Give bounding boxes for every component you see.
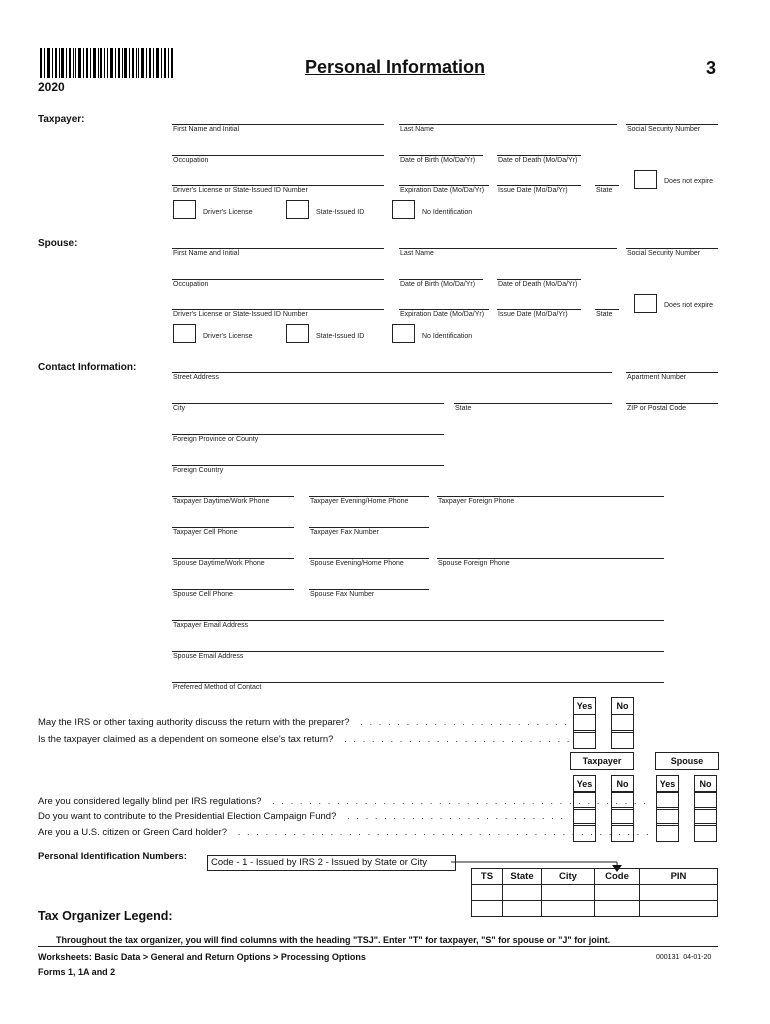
tp-cell-field[interactable] [172, 527, 294, 528]
pin-row [472, 885, 718, 901]
zip-field[interactable] [626, 403, 718, 404]
sp-no-id-checkbox[interactable] [392, 324, 415, 343]
tp-last-name-label: Last Name [400, 126, 434, 133]
sp-occupation-field[interactable] [172, 279, 384, 280]
pin-col-code: Code [595, 869, 640, 885]
tp-dod-label: Date of Death (Mo/Da/Yr) [498, 157, 578, 164]
taxpayer-column-header: Taxpayer [570, 752, 634, 770]
q-citizen [38, 827, 660, 838]
leader-dots: . . . . . . . . . . . . . . . . . . . . . . . . . . . . . . . . . . . . . . . . . . . . . . [237, 827, 660, 838]
tp-dob-field[interactable] [399, 155, 483, 156]
tp-fax-field[interactable] [309, 527, 429, 528]
sp-state-id-checkbox[interactable] [286, 324, 309, 343]
pin-col-pin: PIN [640, 869, 718, 885]
tp-state-label: State [596, 187, 613, 194]
pin-table [471, 868, 718, 917]
sp-issue-date-label: Issue Date (Mo/Da/Yr) [498, 311, 568, 318]
foreign-country-field[interactable] [172, 465, 444, 466]
q-blind [38, 796, 648, 807]
sp-issue-date-field[interactable] [497, 309, 581, 310]
tp-no-id-option-label: No Identification [422, 209, 473, 216]
pin-city-cell[interactable] [542, 885, 595, 901]
sp-dod-label: Date of Death (Mo/Da/Yr) [498, 281, 578, 288]
tp-cell-label: Taxpayer Cell Phone [173, 529, 238, 536]
sp-email-field[interactable] [172, 651, 664, 652]
sp-dl-number-label: Driver's License or State-Issued ID Number [173, 311, 308, 318]
page-title: Personal Information [305, 57, 486, 77]
citizen-tp-yes-box[interactable] [573, 823, 596, 842]
sp-eve-phone-label: Spouse Evening/Home Phone [310, 560, 404, 567]
tp-eve-phone-label: Taxpayer Evening/Home Phone [310, 498, 409, 505]
tp-expiration-label: Expiration Date (Mo/Da/Yr) [400, 187, 485, 194]
pin-value-cell[interactable] [640, 885, 718, 901]
spouse-section-label: Spouse: [38, 238, 78, 249]
sp-eve-phone-field[interactable] [309, 558, 429, 559]
tp-dl-option-label: Driver's License [203, 209, 253, 216]
sp-first-name-label: First Name and Initial [173, 250, 240, 257]
state-field[interactable] [454, 403, 612, 404]
sp-email-label: Spouse Email Address [173, 653, 244, 660]
tp-fax-label: Taxpayer Fax Number [310, 529, 379, 536]
sp-dob-label: Date of Birth (Mo/Da/Yr) [400, 281, 476, 288]
tp-state-id-checkbox[interactable] [286, 200, 309, 219]
sp-expiration-field[interactable] [399, 309, 489, 310]
sp-last-name-label: Last Name [400, 250, 434, 257]
tp-expiration-field[interactable] [399, 185, 489, 186]
pin-state-cell[interactable] [503, 885, 542, 901]
legend-title: Tax Organizer Legend: [38, 909, 173, 923]
legend-text: Throughout the tax organizer, you will find columns with the heading "TSJ". Enter "T" for taxpayer, "S" for spouse or "J" for joint. [56, 935, 611, 945]
tp-ssn-field[interactable] [626, 124, 718, 125]
q-dependent-text: Is the taxpayer claimed as a dependent on someone else's tax return? [38, 734, 334, 745]
q-dependent [38, 734, 571, 745]
pin-ts-cell[interactable] [472, 885, 503, 901]
footer-worksheets: Worksheets: Basic Data > General and Return Options > Processing Options [38, 952, 366, 962]
contact-section-label: Contact Information: [38, 362, 137, 373]
pin-code-cell[interactable] [595, 901, 640, 917]
pin-ts-cell[interactable] [472, 901, 503, 917]
citizen-sp-no-box[interactable] [694, 823, 717, 842]
citizen-sp-yes-box[interactable] [656, 823, 679, 842]
pin-header-row [472, 869, 718, 885]
tp-dl-checkbox[interactable] [173, 200, 196, 219]
tp-dob-label: Date of Birth (Mo/Da/Yr) [400, 157, 476, 164]
q-campaign-text: Do you want to contribute to the Presidential Election Campaign Fund? [38, 811, 337, 822]
pin-value-cell[interactable] [640, 901, 718, 917]
tp-dl-number-field[interactable] [172, 185, 384, 186]
q-blind-text: Are you considered legally blind per IRS regulations? [38, 796, 262, 807]
tp-day-phone-label: Taxpayer Daytime/Work Phone [173, 498, 270, 505]
tp-ssn-label: Social Security Number [627, 126, 701, 133]
foreign-country-label: Foreign Country [173, 467, 224, 474]
tp-foreign-phone-field[interactable] [437, 496, 664, 497]
sp-day-phone-label: Spouse Daytime/Work Phone [173, 560, 265, 567]
tp-occupation-field[interactable] [172, 155, 384, 156]
sp-state-field[interactable] [595, 309, 619, 310]
sp-cell-label: Spouse Cell Phone [173, 591, 233, 598]
tp-does-not-expire-label: Does not expire [664, 178, 714, 185]
tp-yes-header: Yes [573, 775, 596, 793]
tp-issue-date-label: Issue Date (Mo/Da/Yr) [498, 187, 568, 194]
pin-state-cell[interactable] [503, 901, 542, 917]
pin-row [472, 901, 718, 917]
tp-email-field[interactable] [172, 620, 664, 621]
sp-expiration-label: Expiration Date (Mo/Da/Yr) [400, 311, 485, 318]
tp-email-label: Taxpayer Email Address [173, 622, 249, 629]
yes-header: Yes [573, 697, 596, 715]
foreign-province-field[interactable] [172, 434, 444, 435]
sp-foreign-phone-field[interactable] [437, 558, 664, 559]
sp-fax-field[interactable] [309, 589, 429, 590]
leader-dots: . . . . . . . . . . . . . . . . . . . . . . . . . [344, 734, 572, 745]
pin-city-cell[interactable] [542, 901, 595, 917]
tp-occupation-label: Occupation [173, 157, 209, 164]
pin-col-state: State [503, 869, 542, 885]
sp-does-not-expire-checkbox[interactable] [634, 294, 657, 313]
sp-state-id-option-label: State-Issued ID [316, 333, 365, 340]
q-campaign [38, 811, 565, 822]
leader-dots: . . . . . . . . . . . . . . . . . . . . . . . . . . . . . . . . . . . . . . . . . [272, 796, 648, 807]
taxpayer-section-label: Taxpayer: [38, 114, 85, 125]
tp-eve-phone-field[interactable] [309, 496, 429, 497]
sp-yes-header: Yes [656, 775, 679, 793]
legend-rule [38, 946, 718, 947]
sp-state-label: State [596, 311, 613, 318]
spouse-column-header: Spouse [655, 752, 719, 770]
sp-dl-option-label: Driver's License [203, 333, 253, 340]
footer-code: 000131 04-01-20 [656, 954, 712, 961]
sp-dl-number-field[interactable] [172, 309, 384, 310]
leader-dots: . . . . . . . . . . . . . . . . . . . . . . . . [347, 811, 566, 822]
preferred-contact-field[interactable] [172, 682, 664, 683]
q-irs-discuss-text: May the IRS or other taxing authority discuss the return with the preparer? [38, 717, 350, 728]
pin-section-label: Personal Identification Numbers: [38, 851, 187, 862]
sp-ssn-label: Social Security Number [627, 250, 701, 257]
pin-col-ts: TS [472, 869, 503, 885]
page-number: 3 [706, 58, 717, 78]
dependent-yes-box[interactable] [573, 730, 596, 749]
city-field[interactable] [172, 403, 444, 404]
sp-foreign-phone-label: Spouse Foreign Phone [438, 560, 510, 567]
tp-state-id-option-label: State-Issued ID [316, 209, 365, 216]
sp-dod-field[interactable] [497, 279, 581, 280]
pin-code-cell[interactable] [595, 885, 640, 901]
sp-last-name-field[interactable] [399, 248, 617, 249]
sp-dl-checkbox[interactable] [173, 324, 196, 343]
tax-year: 2020 [38, 80, 65, 94]
dependent-no-box[interactable] [611, 730, 634, 749]
tp-first-name-label: First Name and Initial [173, 126, 240, 133]
q-irs-discuss [38, 717, 569, 728]
sp-first-name-field[interactable] [172, 248, 384, 249]
state-label: State [455, 405, 472, 412]
tp-last-name-field[interactable] [399, 124, 617, 125]
tp-dl-number-label: Driver's License or State-Issued ID Number [173, 187, 308, 194]
tp-no-header: No [611, 775, 634, 793]
street-field[interactable] [172, 372, 612, 373]
sp-does-not-expire-label: Does not expire [664, 302, 714, 309]
sp-occupation-label: Occupation [173, 281, 209, 288]
sp-cell-field[interactable] [172, 589, 294, 590]
q-citizen-text: Are you a U.S. citizen or Green Card holder? [38, 827, 228, 838]
tp-dod-field[interactable] [497, 155, 581, 156]
code-legend-text: Code - 1 - Issued by IRS 2 - Issued by State or City [211, 857, 427, 868]
barcode [40, 48, 173, 78]
no-header: No [611, 697, 634, 715]
barcode-graphic [40, 48, 173, 78]
apartment-label: Apartment Number [627, 374, 687, 381]
sp-fax-label: Spouse Fax Number [310, 591, 375, 598]
street-label: Street Address [173, 374, 219, 381]
tp-state-field[interactable] [595, 185, 619, 186]
code-legend-box [207, 855, 456, 871]
leader-dots: . . . . . . . . . . . . . . . . . . . . . . . [360, 717, 569, 728]
sp-no-id-option-label: No Identification [422, 333, 473, 340]
tp-issue-date-field[interactable] [497, 185, 581, 186]
footer-forms: Forms 1, 1A and 2 [38, 967, 116, 977]
pin-col-city: City [542, 869, 595, 885]
tp-does-not-expire-checkbox[interactable] [634, 170, 657, 189]
sp-day-phone-field[interactable] [172, 558, 294, 559]
tp-foreign-phone-label: Taxpayer Foreign Phone [438, 498, 515, 505]
zip-label: ZIP or Postal Code [627, 405, 687, 412]
sp-ssn-field[interactable] [626, 248, 718, 249]
foreign-province-label: Foreign Province or County [173, 436, 259, 443]
sp-no-header: No [694, 775, 717, 793]
citizen-tp-no-box[interactable] [611, 823, 634, 842]
preferred-contact-label: Preferred Method of Contact [173, 684, 262, 691]
city-label: City [173, 405, 186, 412]
tp-no-id-checkbox[interactable] [392, 200, 415, 219]
tp-first-name-field[interactable] [172, 124, 384, 125]
tp-day-phone-field[interactable] [172, 496, 294, 497]
apartment-field[interactable] [626, 372, 718, 373]
sp-dob-field[interactable] [399, 279, 483, 280]
